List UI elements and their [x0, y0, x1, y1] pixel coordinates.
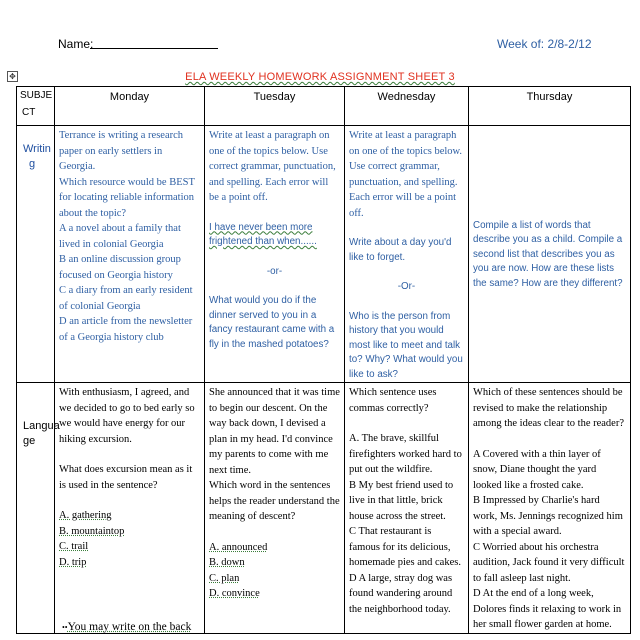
language-wednesday-cell [345, 383, 469, 634]
writing-row [17, 126, 631, 383]
language-thursday-cell [469, 383, 631, 634]
subject-header [17, 87, 55, 126]
row-label-line: Writin [23, 143, 51, 155]
answer-option: A. The brave, skillful firefighters worked hard to put out the wildfire. [349, 433, 462, 475]
subject-header-line: SUBJE [20, 90, 53, 101]
answer-option: D At the end of a long week, Dolores finds it relaxing to work in her small flower garden at home. [473, 588, 622, 630]
cell-line: What would you do if the dinner served to you in a fancy restaurant came with a fly in the mashed potatoes? [209, 295, 335, 350]
answer-option: B. down [209, 557, 245, 568]
answer-option: C. plan [209, 572, 240, 584]
answer-option: A. announced [209, 541, 268, 553]
cell-line: B an online discussion group focused on Georgia history [59, 254, 181, 281]
row-label-language [17, 383, 60, 634]
cell-line: Write at least a paragraph on one of the topics below. Use correct grammar, punctuation, and spelling. Each error will be a point off. [209, 130, 336, 203]
language-row [17, 383, 631, 634]
cell-line: -Or- [397, 281, 416, 292]
table-move-handle-icon[interactable]: ✥ [7, 71, 18, 82]
cell-line: D an article from the newsletter of a Georgia history club [59, 316, 193, 343]
answer-option: A Covered with a thin layer of snow, Diane thought the yard looked like a frosted cake. [473, 448, 601, 491]
name-blank-line [90, 48, 218, 49]
day-header-thursday: Thursday [469, 87, 631, 126]
subject-header-line: CT [22, 107, 36, 118]
bullet-marker: •• [62, 622, 68, 632]
cell-line: Write about a day you'd like to forget. [349, 237, 452, 263]
answer-option: C That restaurant is famous for its delicious, homemade pies and cakes. [349, 526, 461, 568]
cell-line: With enthusiasm, I agreed, and we decided to go to bed early so we would have energy for our hiking excursion. [59, 387, 195, 445]
answer-option: C Worried about his orchestra audition, Jack found it very difficult to fall asleep last night. [473, 541, 625, 584]
writing-wednesday-cell [345, 126, 469, 383]
cell-line: Which of these sentences should be revised to make the relationship among the ideas clear to the reader? [473, 387, 625, 429]
writing-tuesday-cell [205, 126, 345, 383]
answer-option: D A large, stray dog was found wandering around the neighborhood today. [349, 572, 453, 615]
day-header-tuesday: Tuesday [205, 87, 345, 126]
footer-text: You may write on the back [67, 621, 192, 633]
language-monday-cell [55, 383, 205, 634]
row-label-writing [17, 126, 55, 383]
cell-line: Who is the person from history that you would most like to meet and talk to? Why? What would you like to ask? [349, 310, 463, 380]
cell-line: Which word in the sentences helps the reader understand the meaning of descent? [209, 480, 340, 522]
row-label-line: Langua [23, 420, 60, 432]
day-header-wednesday: Wednesday [345, 87, 469, 126]
cell-line: She announced that it was time to begin our descent. On the way back down, I devised a plan in my head. I'd convince my parents to come with me next time. [209, 387, 340, 476]
cell-line: Write at least a paragraph on one of the topics below. Use correct grammar, punctuation, and spelling. Each error will be a point off. [349, 130, 463, 219]
answer-option: C. trail [59, 541, 89, 552]
answer-option: D. trip [59, 556, 87, 568]
answer-option: D. convince [209, 588, 260, 599]
row-label-line: ge [23, 435, 36, 447]
writing-monday-cell [55, 126, 205, 383]
cell-line: Which resource would be BEST for locating reliable information about the topic? [59, 176, 195, 219]
cell-line: Terrance is writing a research paper on early settlers in Georgia. [59, 130, 184, 172]
name-label: Name: [58, 37, 94, 51]
cell-line: C a diary from an early resident of colonial Georgia [59, 285, 193, 312]
week-of-label: Week of: 2/8-2/12 [497, 37, 592, 51]
homework-table [16, 86, 631, 634]
language-tuesday-cell [205, 383, 345, 634]
row-label-line: g [29, 158, 36, 170]
assignment-title: ELA WEEKLY HOMEWORK ASSIGNMENT SHEET 3 [185, 71, 455, 83]
answer-option: B. mountaintop [59, 525, 125, 537]
cell-line: Compile a list of words that describe you as a child. Compile a second list that describes you as you are now. How are these lists the same? How are they different? [473, 219, 623, 289]
day-header-monday: Monday [55, 87, 205, 126]
answer-option: B Impressed by Charlie's hard work, Ms. Jennings recognized him with a special award. [473, 495, 623, 537]
cell-line: -or- [266, 265, 283, 277]
writing-thursday-cell [469, 126, 631, 383]
footer-note [62, 621, 191, 633]
answer-option: A. gathering [59, 510, 112, 521]
cell-line: I have never been more frightened than when...... [209, 221, 317, 247]
cell-line: A a novel about a family that lived in colonial Georgia [59, 223, 181, 250]
answer-option: B My best friend used to live in that little, brick house across the street. [349, 479, 454, 522]
header-row [17, 87, 631, 126]
cell-line: What does excursion mean as it is used in the sentence? [59, 464, 193, 491]
cell-line: Which sentence uses commas correctly? [349, 387, 437, 414]
